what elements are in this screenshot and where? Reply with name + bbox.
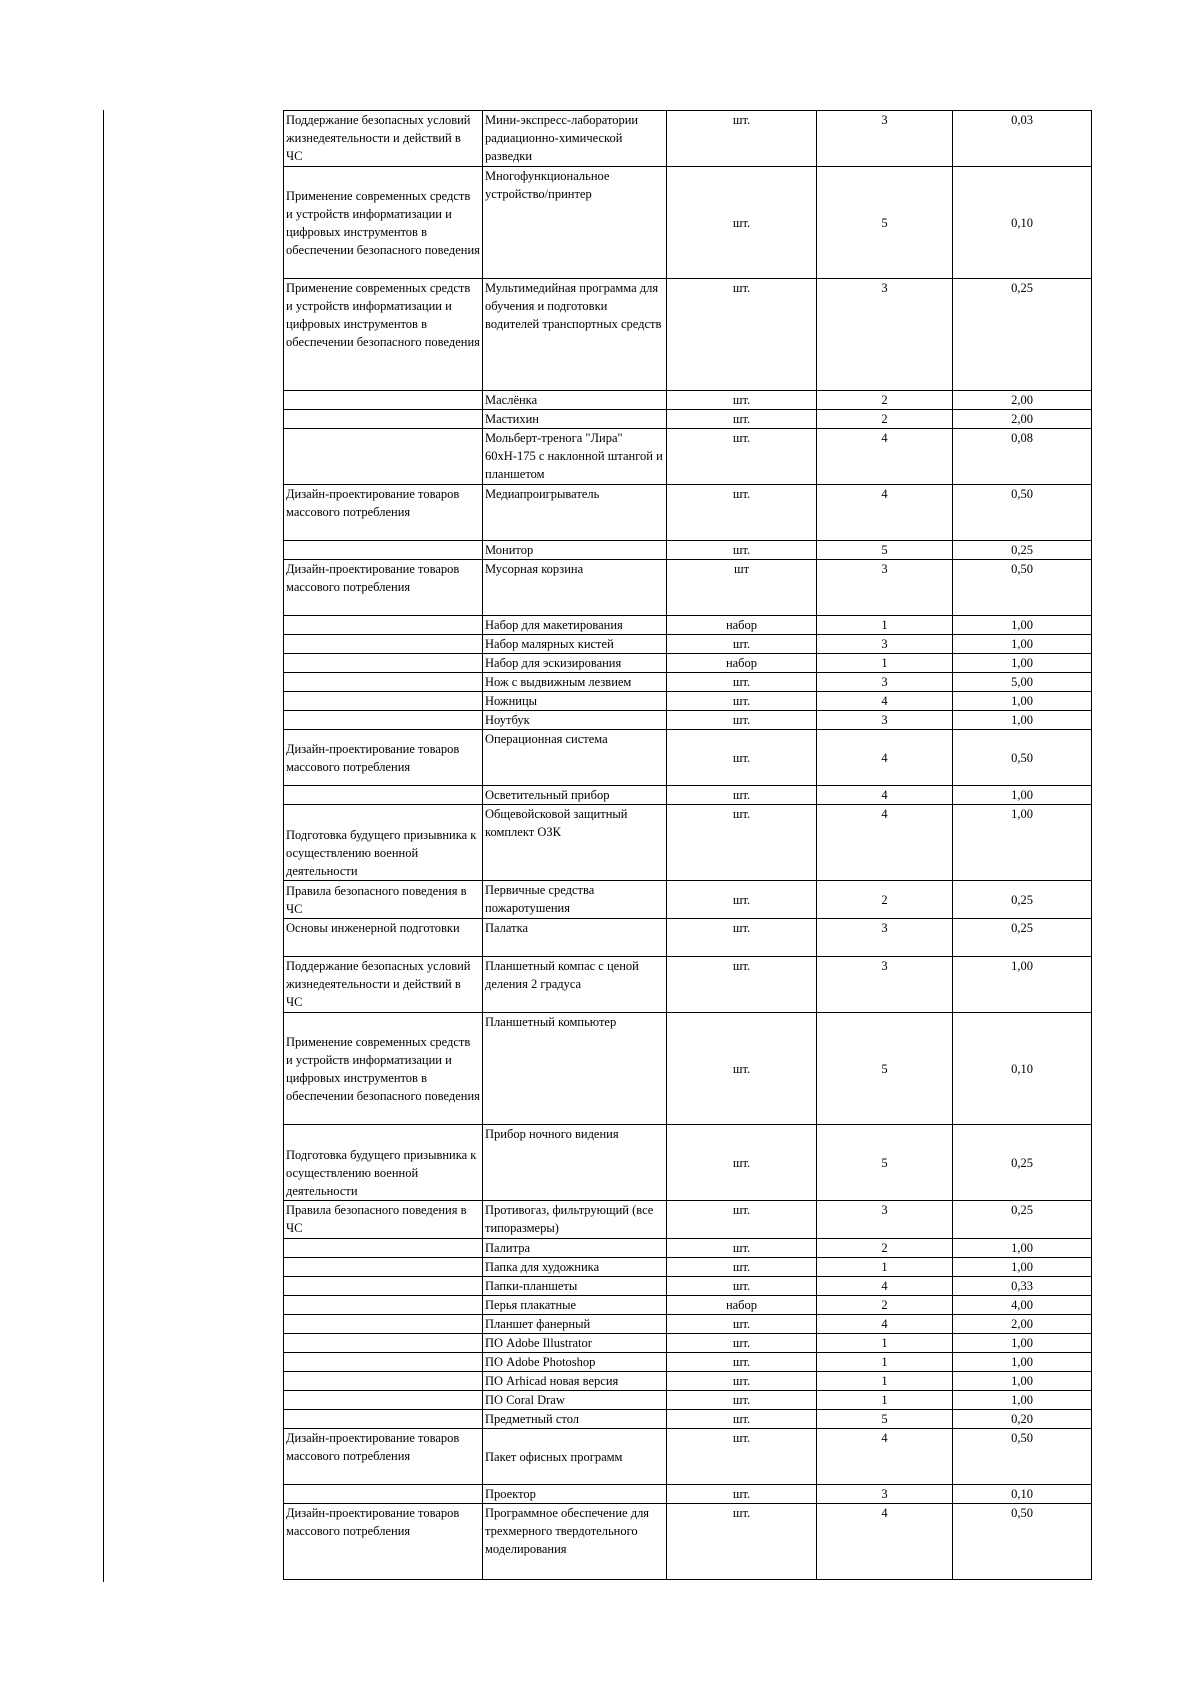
quantity-cell: 1 bbox=[817, 1258, 953, 1277]
quantity-cell: 3 bbox=[817, 919, 953, 957]
coefficient-cell: 0,25 bbox=[953, 919, 1092, 957]
section-cell bbox=[284, 1239, 483, 1258]
section-cell bbox=[284, 1372, 483, 1391]
section-cell bbox=[284, 1485, 483, 1504]
item-name-cell: Осветительный прибор bbox=[483, 786, 667, 805]
section-cell bbox=[284, 616, 483, 635]
table-row bbox=[284, 786, 1092, 805]
unit-cell: шт. bbox=[667, 957, 817, 1013]
section-cell: Поддержание безопасных условий жизнедеятельности и действий в ЧС bbox=[284, 111, 483, 167]
coefficient-cell: 0,25 bbox=[953, 881, 1092, 919]
section-cell: Дизайн-проектирование товаров массового потребления bbox=[284, 560, 483, 616]
unit-cell: шт. bbox=[667, 881, 817, 919]
quantity-cell: 4 bbox=[817, 805, 953, 881]
coefficient-cell: 0,10 bbox=[953, 1013, 1092, 1125]
section-cell bbox=[284, 1277, 483, 1296]
unit-cell: шт. bbox=[667, 429, 817, 485]
item-name-cell: Набор малярных кистей bbox=[483, 635, 667, 654]
item-name-cell: Планшетный компас с ценой деления 2 градуса bbox=[483, 957, 667, 1013]
quantity-cell: 4 bbox=[817, 429, 953, 485]
quantity-cell: 1 bbox=[817, 1391, 953, 1410]
table-row bbox=[284, 1201, 1092, 1239]
section-cell bbox=[284, 410, 483, 429]
section-cell bbox=[284, 1410, 483, 1429]
item-name-cell: Мультимедийная программа для обучения и подготовки водителей транспортных средств bbox=[483, 279, 667, 391]
item-name-cell: Набор для эскизирования bbox=[483, 654, 667, 673]
table-row bbox=[284, 541, 1092, 560]
section-cell: Применение современных средств и устройств информатизации и цифровых инструментов в обеспечении безопасного поведения bbox=[284, 1013, 483, 1125]
quantity-cell: 5 bbox=[817, 541, 953, 560]
coefficient-cell: 2,00 bbox=[953, 410, 1092, 429]
unit-cell: шт. bbox=[667, 111, 817, 167]
quantity-cell: 4 bbox=[817, 730, 953, 786]
unit-cell: шт. bbox=[667, 1504, 817, 1580]
coefficient-cell: 0,10 bbox=[953, 1485, 1092, 1504]
section-cell bbox=[284, 1391, 483, 1410]
item-name-cell: Пакет офисных программ bbox=[483, 1429, 667, 1485]
quantity-cell: 3 bbox=[817, 111, 953, 167]
section-cell bbox=[284, 711, 483, 730]
coefficient-cell: 1,00 bbox=[953, 654, 1092, 673]
unit-cell: шт. bbox=[667, 1315, 817, 1334]
coefficient-cell: 1,00 bbox=[953, 616, 1092, 635]
quantity-cell: 2 bbox=[817, 391, 953, 410]
unit-cell: шт. bbox=[667, 673, 817, 692]
section-cell bbox=[284, 635, 483, 654]
section-cell bbox=[284, 391, 483, 410]
unit-cell: шт. bbox=[667, 1410, 817, 1429]
coefficient-cell: 1,00 bbox=[953, 957, 1092, 1013]
unit-cell: набор bbox=[667, 1296, 817, 1315]
unit-cell: шт. bbox=[667, 391, 817, 410]
section-cell: Подготовка будущего призывника к осуществлению военной деятельности bbox=[284, 805, 483, 881]
unit-cell: шт. bbox=[667, 1239, 817, 1258]
item-name-cell: Мини-экспресс-лаборатории радиационно-химической разведки bbox=[483, 111, 667, 167]
quantity-cell: 2 bbox=[817, 1239, 953, 1258]
item-name-cell: Ножницы bbox=[483, 692, 667, 711]
unit-cell: шт. bbox=[667, 786, 817, 805]
section-cell bbox=[284, 786, 483, 805]
section-cell: Дизайн-проектирование товаров массового потребления bbox=[284, 1429, 483, 1485]
quantity-cell: 3 bbox=[817, 1201, 953, 1239]
table-row bbox=[284, 711, 1092, 730]
item-name-cell: Проектор bbox=[483, 1485, 667, 1504]
coefficient-cell: 5,00 bbox=[953, 673, 1092, 692]
quantity-cell: 4 bbox=[817, 1277, 953, 1296]
unit-cell: шт. bbox=[667, 730, 817, 786]
quantity-cell: 4 bbox=[817, 485, 953, 541]
quantity-cell: 3 bbox=[817, 711, 953, 730]
quantity-cell: 2 bbox=[817, 410, 953, 429]
unit-cell: шт bbox=[667, 560, 817, 616]
item-name-cell: Мусорная корзина bbox=[483, 560, 667, 616]
coefficient-cell: 0,25 bbox=[953, 541, 1092, 560]
unit-cell: шт. bbox=[667, 1391, 817, 1410]
section-cell: Основы инженерной подготовки bbox=[284, 919, 483, 957]
section-cell bbox=[284, 541, 483, 560]
coefficient-cell: 0,20 bbox=[953, 1410, 1092, 1429]
coefficient-cell: 0,25 bbox=[953, 279, 1092, 391]
item-name-cell: Перья плакатные bbox=[483, 1296, 667, 1315]
table-row bbox=[284, 1372, 1092, 1391]
coefficient-cell: 1,00 bbox=[953, 786, 1092, 805]
quantity-cell: 3 bbox=[817, 957, 953, 1013]
coefficient-cell: 1,00 bbox=[953, 1258, 1092, 1277]
table-row bbox=[284, 805, 1092, 881]
table-row bbox=[284, 1315, 1092, 1334]
table-row bbox=[284, 1239, 1092, 1258]
table-row bbox=[284, 1296, 1092, 1315]
table-row bbox=[284, 1410, 1092, 1429]
unit-cell: шт. bbox=[667, 1125, 817, 1201]
unit-cell: шт. bbox=[667, 919, 817, 957]
table-row bbox=[284, 957, 1092, 1013]
unit-cell: шт. bbox=[667, 1258, 817, 1277]
coefficient-cell: 0,33 bbox=[953, 1277, 1092, 1296]
item-name-cell: Набор для макетирования bbox=[483, 616, 667, 635]
table-row bbox=[284, 167, 1092, 279]
item-name-cell: Многофункциональное устройство/принтер bbox=[483, 167, 667, 279]
table-row bbox=[284, 730, 1092, 786]
coefficient-cell: 0,50 bbox=[953, 560, 1092, 616]
coefficient-cell: 0,50 bbox=[953, 485, 1092, 541]
quantity-cell: 5 bbox=[817, 1013, 953, 1125]
section-cell bbox=[284, 1296, 483, 1315]
table-row bbox=[284, 1013, 1092, 1125]
unit-cell: шт. bbox=[667, 635, 817, 654]
item-name-cell: ПО Coral Draw bbox=[483, 1391, 667, 1410]
quantity-cell: 5 bbox=[817, 167, 953, 279]
quantity-cell: 4 bbox=[817, 786, 953, 805]
coefficient-cell: 2,00 bbox=[953, 1315, 1092, 1334]
section-cell: Применение современных средств и устройств информатизации и цифровых инструментов в обеспечении безопасного поведения bbox=[284, 167, 483, 279]
quantity-cell: 4 bbox=[817, 1315, 953, 1334]
coefficient-cell: 4,00 bbox=[953, 1296, 1092, 1315]
item-name-cell: Нож с выдвижным лезвием bbox=[483, 673, 667, 692]
quantity-cell: 1 bbox=[817, 654, 953, 673]
section-cell bbox=[284, 692, 483, 711]
item-name-cell: Первичные средства пожаротушения bbox=[483, 881, 667, 919]
equipment-table bbox=[283, 110, 1092, 1580]
coefficient-cell: 0,25 bbox=[953, 1125, 1092, 1201]
item-name-cell: Операционная система bbox=[483, 730, 667, 786]
item-name-cell: Палатка bbox=[483, 919, 667, 957]
table-row bbox=[284, 1485, 1092, 1504]
quantity-cell: 4 bbox=[817, 1504, 953, 1580]
table-row bbox=[284, 410, 1092, 429]
unit-cell: шт. bbox=[667, 1485, 817, 1504]
section-cell bbox=[284, 654, 483, 673]
item-name-cell: Прибор ночного видения bbox=[483, 1125, 667, 1201]
unit-cell: шт. bbox=[667, 167, 817, 279]
unit-cell: шт. bbox=[667, 1277, 817, 1296]
item-name-cell: Монитор bbox=[483, 541, 667, 560]
unit-cell: набор bbox=[667, 654, 817, 673]
quantity-cell: 1 bbox=[817, 1372, 953, 1391]
table-row bbox=[284, 279, 1092, 391]
unit-cell: шт. bbox=[667, 1334, 817, 1353]
unit-cell: шт. bbox=[667, 279, 817, 391]
unit-cell: шт. bbox=[667, 692, 817, 711]
table-row bbox=[284, 692, 1092, 711]
table-row bbox=[284, 1125, 1092, 1201]
coefficient-cell: 1,00 bbox=[953, 711, 1092, 730]
item-name-cell: Планшет фанерный bbox=[483, 1315, 667, 1334]
coefficient-cell: 0,50 bbox=[953, 1504, 1092, 1580]
item-name-cell: Планшетный компьютер bbox=[483, 1013, 667, 1125]
section-cell bbox=[284, 1334, 483, 1353]
section-cell: Правила безопасного поведения в ЧС bbox=[284, 1201, 483, 1239]
coefficient-cell: 0,10 bbox=[953, 167, 1092, 279]
section-cell: Поддержание безопасных условий жизнедеятельности и действий в ЧС bbox=[284, 957, 483, 1013]
section-cell: Подготовка будущего призывника к осуществлению военной деятельности bbox=[284, 1125, 483, 1201]
coefficient-cell: 1,00 bbox=[953, 692, 1092, 711]
table-row bbox=[284, 1277, 1092, 1296]
unit-cell: шт. bbox=[667, 1201, 817, 1239]
table-row bbox=[284, 1429, 1092, 1485]
item-name-cell: Противогаз, фильтрующий (все типоразмеры) bbox=[483, 1201, 667, 1239]
section-cell bbox=[284, 1258, 483, 1277]
coefficient-cell: 1,00 bbox=[953, 1334, 1092, 1353]
item-name-cell: Ноутбук bbox=[483, 711, 667, 730]
unit-cell: шт. bbox=[667, 485, 817, 541]
item-name-cell: Предметный стол bbox=[483, 1410, 667, 1429]
quantity-cell: 5 bbox=[817, 1410, 953, 1429]
coefficient-cell: 2,00 bbox=[953, 391, 1092, 410]
quantity-cell: 3 bbox=[817, 635, 953, 654]
equipment-table-body bbox=[284, 111, 1092, 1580]
quantity-cell: 4 bbox=[817, 1429, 953, 1485]
table-row bbox=[284, 635, 1092, 654]
table-row bbox=[284, 1334, 1092, 1353]
coefficient-cell: 1,00 bbox=[953, 1239, 1092, 1258]
table-row bbox=[284, 881, 1092, 919]
item-name-cell: Палитра bbox=[483, 1239, 667, 1258]
section-cell: Дизайн-проектирование товаров массового потребления bbox=[284, 1504, 483, 1580]
table-row bbox=[284, 560, 1092, 616]
unit-cell: шт. bbox=[667, 1013, 817, 1125]
unit-cell: шт. bbox=[667, 805, 817, 881]
quantity-cell: 3 bbox=[817, 279, 953, 391]
item-name-cell: Программное обеспечение для трехмерного твердотельного моделирования bbox=[483, 1504, 667, 1580]
coefficient-cell: 1,00 bbox=[953, 1353, 1092, 1372]
section-cell bbox=[284, 1315, 483, 1334]
quantity-cell: 3 bbox=[817, 560, 953, 616]
table-row bbox=[284, 654, 1092, 673]
table-row bbox=[284, 1258, 1092, 1277]
table-row bbox=[284, 1504, 1092, 1580]
unit-cell: шт. bbox=[667, 1429, 817, 1485]
table-row bbox=[284, 919, 1092, 957]
coefficient-cell: 0,50 bbox=[953, 1429, 1092, 1485]
coefficient-cell: 0,50 bbox=[953, 730, 1092, 786]
section-cell bbox=[284, 1353, 483, 1372]
coefficient-cell: 0,08 bbox=[953, 429, 1092, 485]
unit-cell: шт. bbox=[667, 1372, 817, 1391]
quantity-cell: 5 bbox=[817, 1125, 953, 1201]
section-cell: Применение современных средств и устройств информатизации и цифровых инструментов в обеспечении безопасного поведения bbox=[284, 279, 483, 391]
quantity-cell: 1 bbox=[817, 1353, 953, 1372]
item-name-cell: Маслёнка bbox=[483, 391, 667, 410]
quantity-cell: 1 bbox=[817, 1334, 953, 1353]
table-row bbox=[284, 485, 1092, 541]
section-cell bbox=[284, 673, 483, 692]
coefficient-cell: 1,00 bbox=[953, 805, 1092, 881]
table-row bbox=[284, 111, 1092, 167]
table-row bbox=[284, 391, 1092, 410]
coefficient-cell: 0,25 bbox=[953, 1201, 1092, 1239]
quantity-cell: 3 bbox=[817, 673, 953, 692]
unit-cell: шт. bbox=[667, 541, 817, 560]
quantity-cell: 2 bbox=[817, 881, 953, 919]
unit-cell: шт. bbox=[667, 1353, 817, 1372]
table-row bbox=[284, 1353, 1092, 1372]
coefficient-cell: 0,03 bbox=[953, 111, 1092, 167]
section-cell: Правила безопасного поведения в ЧС bbox=[284, 881, 483, 919]
coefficient-cell: 1,00 bbox=[953, 635, 1092, 654]
item-name-cell: Папка для художника bbox=[483, 1258, 667, 1277]
quantity-cell: 2 bbox=[817, 1296, 953, 1315]
table-row bbox=[284, 1391, 1092, 1410]
item-name-cell: Общевойсковой защитный комплект ОЗК bbox=[483, 805, 667, 881]
table-row bbox=[284, 616, 1092, 635]
item-name-cell: ПО Adobe Illustrator bbox=[483, 1334, 667, 1353]
section-cell: Дизайн-проектирование товаров массового потребления bbox=[284, 730, 483, 786]
item-name-cell: Мастихин bbox=[483, 410, 667, 429]
item-name-cell: Медиапроигрыватель bbox=[483, 485, 667, 541]
item-name-cell: ПО Adobe Photoshop bbox=[483, 1353, 667, 1372]
unit-cell: набор bbox=[667, 616, 817, 635]
table-row bbox=[284, 673, 1092, 692]
section-cell bbox=[284, 429, 483, 485]
unit-cell: шт. bbox=[667, 711, 817, 730]
quantity-cell: 3 bbox=[817, 1485, 953, 1504]
coefficient-cell: 1,00 bbox=[953, 1391, 1092, 1410]
quantity-cell: 4 bbox=[817, 692, 953, 711]
item-name-cell: ПО Arhicad новая версия bbox=[483, 1372, 667, 1391]
unit-cell: шт. bbox=[667, 410, 817, 429]
item-name-cell: Мольберт-тренога "Лира" 60хН-175 с наклонной штангой и планшетом bbox=[483, 429, 667, 485]
section-cell: Дизайн-проектирование товаров массового потребления bbox=[284, 485, 483, 541]
coefficient-cell: 1,00 bbox=[953, 1372, 1092, 1391]
left-margin-rule bbox=[103, 110, 104, 1582]
table-row bbox=[284, 429, 1092, 485]
quantity-cell: 1 bbox=[817, 616, 953, 635]
item-name-cell: Папки-планшеты bbox=[483, 1277, 667, 1296]
